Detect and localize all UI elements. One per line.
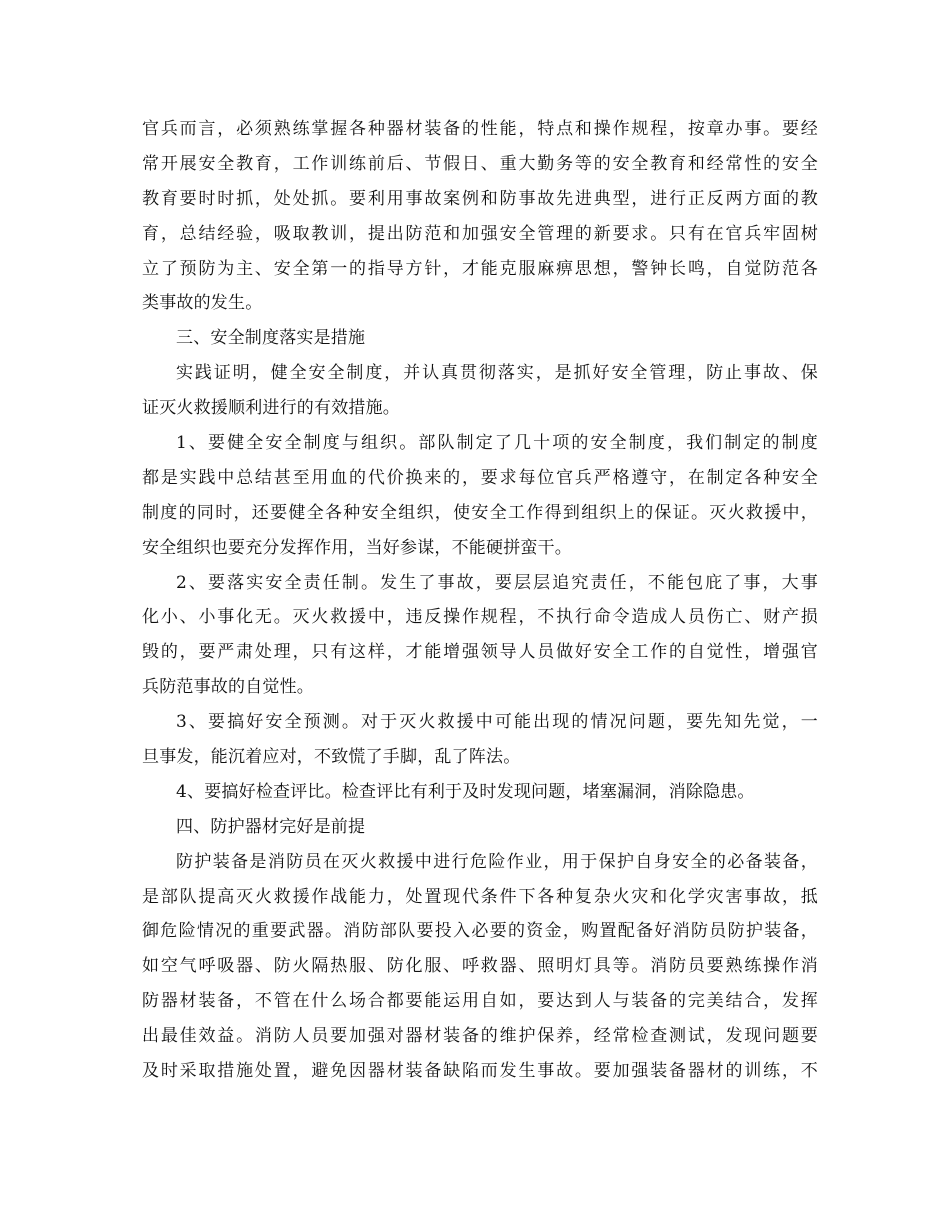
text-line: 4、要搞好检查评比。检查评比有利于及时发现问题，堵塞漏洞，消除隐患。 bbox=[176, 781, 755, 802]
text-line: 化小、小事化无。灭火救援中，违反操作规程，不执行命令造成人员伤亡、财产损 bbox=[142, 607, 818, 628]
text-line: 防护装备是消防员在灭火救援中进行危险作业，用于保护自身安全的必备装备， bbox=[176, 851, 818, 872]
text-line: 立了预防为主、安全第一的指导方针，才能克服麻痹思想，警钟长鸣，自觉防范各 bbox=[142, 258, 818, 279]
text-line: 制度的同时，还要健全各种安全组织，使安全工作得到组织上的保证。灭火救援中， bbox=[142, 502, 818, 523]
text-line: 类事故的发生。 bbox=[142, 293, 263, 314]
text-line: 3、要搞好安全预测。对于灭火救援中可能出现的情况问题，要先知先觉，一 bbox=[176, 712, 818, 733]
text-line: 及时采取措施处置，避免因器材装备缺陷而发生事故。要加强装备器材的训练，不 bbox=[142, 1061, 818, 1082]
text-line: 兵防范事故的自觉性。 bbox=[142, 677, 314, 698]
text-line: 官兵而言，必须熟练掌握各种器材装备的性能，特点和操作规程，按章办事。要经 bbox=[142, 119, 818, 139]
text-line: 安全组织也要充分发挥作用，当好参谋，不能硬拼蛮干。 bbox=[142, 537, 572, 558]
text-line: 三、安全制度落实是措施 bbox=[176, 328, 366, 349]
text-line: 证灭火救援顺利进行的有效措施。 bbox=[142, 398, 400, 419]
text-line: 1、要健全安全制度与组织。部队制定了几十项的安全制度，我们制定的制度 bbox=[176, 433, 818, 454]
text-line: 常开展安全教育，工作训练前后、节假日、重大勤务等的安全教育和经常性的安全 bbox=[142, 153, 818, 174]
text-line: 实践证明，健全安全制度，并认真贯彻落实，是抓好安全管理，防止事故、保 bbox=[176, 363, 818, 384]
text-line: 都是实践中总结甚至用血的代价换来的，要求每位官兵严格遵守，在制定各种安全 bbox=[142, 467, 818, 488]
text-line: 毁的，要严肃处理，只有这样，才能增强领导人员做好安全工作的自觉性，增强官 bbox=[142, 642, 818, 663]
text-line: 育，总结经验，吸取教训，提出防范和加强安全管理的新要求。只有在官兵牢固树 bbox=[142, 223, 818, 244]
text-line: 防器材装备，不管在什么场合都要能运用自如，要达到人与装备的完美结合，发挥 bbox=[142, 991, 818, 1012]
text-line: 出最佳效益。消防人员要加强对器材装备的维护保养，经常检查测试，发现问题要 bbox=[142, 1026, 818, 1047]
text-line: 是部队提高灭火救援作战能力，处置现代条件下各种复杂火灾和化学灾害事故，抵 bbox=[142, 886, 818, 907]
text-line: 如空气呼吸器、防火隔热服、防化服、呼救器、照明灯具等。消防员要熟练操作消 bbox=[142, 956, 818, 977]
text-line: 御危险情况的重要武器。消防部队要投入必要的资金，购置配备好消防员防护装备， bbox=[142, 921, 818, 942]
text-line: 四、防护器材完好是前提 bbox=[176, 816, 366, 837]
text-line: 教育要时时抓，处处抓。要利用事故案例和防事故先进典型，进行正反两方面的教 bbox=[142, 188, 818, 209]
body-text bbox=[142, 112, 818, 1089]
text-line: 2、要落实安全责任制。发生了事故，要层层追究责任，不能包庇了事，大事 bbox=[176, 572, 818, 593]
text-line: 旦事发，能沉着应对，不致慌了手脚，乱了阵法。 bbox=[142, 747, 521, 768]
